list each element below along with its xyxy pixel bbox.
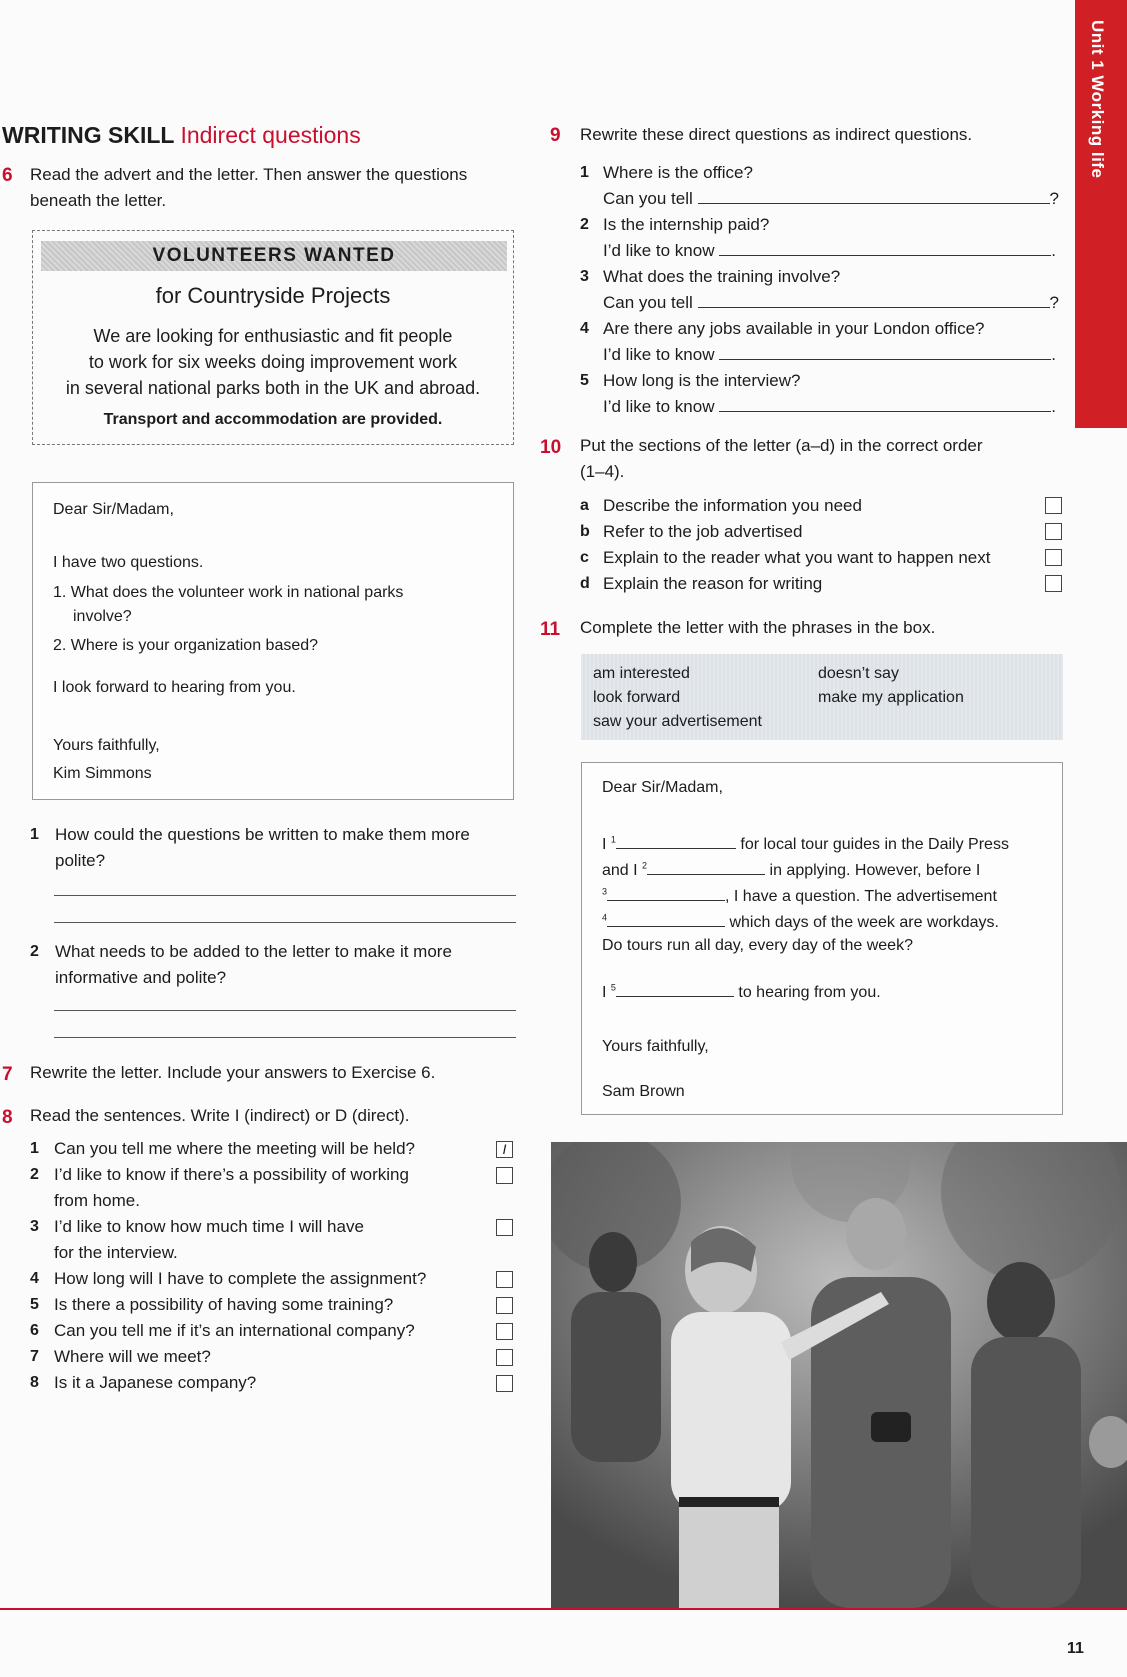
letter-line	[602, 911, 999, 932]
gap-blank[interactable]	[607, 885, 725, 901]
ex9-item	[580, 215, 1065, 260]
letter-text: , I have a question. The advertisement	[725, 888, 997, 905]
phrase-item: make my application	[818, 689, 964, 706]
item-line: from home.	[54, 1191, 140, 1210]
direct-question: Are there any jobs available in your London office?	[603, 319, 985, 338]
ex9-item	[580, 319, 1065, 364]
ex7-instruction: Rewrite the letter. Include your answers to Exercise 6.	[30, 1063, 436, 1082]
ex8-item	[30, 1269, 427, 1288]
phrase-column-right	[818, 662, 964, 710]
answer-blank[interactable]	[719, 240, 1051, 256]
item-number: 5	[30, 1296, 39, 1313]
item-text: Refer to the job advertised	[603, 522, 803, 541]
ex10-number: 10	[540, 437, 562, 458]
advert-body-line: in several national parks both in the UK and abroad.	[65, 378, 481, 398]
ex9-number: 9	[550, 125, 561, 146]
ex8-item	[30, 1165, 409, 1210]
answer-checkbox[interactable]	[496, 1297, 513, 1314]
ex8-item	[30, 1217, 364, 1262]
phrase-item: saw your advertisement	[593, 713, 762, 730]
direct-question: What does the training involve?	[603, 267, 841, 286]
phrase-column-left	[593, 662, 762, 734]
item-text: Where will we meet?	[54, 1347, 211, 1366]
ex8-number: 8	[2, 1107, 13, 1128]
section-heading	[2, 122, 361, 149]
ex9-item	[580, 267, 1065, 312]
order-checkbox[interactable]	[1045, 549, 1062, 566]
item-text: Explain the reason for writing	[603, 574, 823, 593]
gap-number: 2	[642, 860, 648, 871]
ex8-item	[30, 1321, 415, 1340]
unit-tab-label: Unit 1 Working life	[1088, 20, 1107, 179]
letter-text: in applying. However, before I	[769, 862, 981, 879]
item-text: Explain to the reader what you want to happen next	[603, 548, 991, 567]
rewrite-end: .	[1051, 241, 1056, 260]
letter-box-sam	[581, 762, 1063, 1115]
answer-checkbox[interactable]	[496, 1219, 513, 1236]
phrase-item: doesn’t say	[818, 665, 899, 682]
item-line: I’d like to know if there’s a possibility of working	[54, 1165, 409, 1184]
letter-line	[602, 833, 1009, 854]
phrase-item: look forward	[593, 689, 681, 706]
rewrite-end: ?	[1049, 189, 1059, 208]
unit-side-tab	[1075, 0, 1127, 428]
answer-checkbox[interactable]	[496, 1349, 513, 1366]
footer-rule	[0, 1608, 1127, 1610]
item-text	[54, 1214, 474, 1266]
rewrite-prompt: I’d like to know	[603, 241, 715, 260]
gap-number: 5	[610, 982, 616, 993]
letter-intro: I have two questions.	[53, 554, 204, 571]
letter-greeting: Dear Sir/Madam,	[602, 779, 723, 796]
item-text: Is there a possibility of having some training?	[54, 1295, 394, 1314]
answer-checkbox[interactable]	[496, 1271, 513, 1288]
question-text	[55, 822, 525, 874]
question-number: 2	[30, 943, 39, 960]
letter-line	[602, 859, 980, 880]
ex8-instruction: Read the sentences. Write I (indirect) or D (direct).	[30, 1106, 410, 1125]
writing-skill-topic: Indirect questions	[180, 122, 361, 148]
letter-question-1	[53, 581, 403, 629]
gap-number: 4	[602, 912, 608, 923]
ex10-item	[580, 574, 823, 593]
ex6-number: 6	[2, 165, 13, 186]
ex10-item	[580, 522, 803, 541]
order-checkbox[interactable]	[1045, 523, 1062, 540]
direct-question: How long is the interview?	[603, 371, 801, 390]
rewrite-line	[603, 290, 1065, 316]
item-text: Is it a Japanese company?	[54, 1373, 257, 1392]
answer-line[interactable]	[54, 895, 516, 896]
item-number: 4	[30, 1270, 39, 1287]
gap-blank[interactable]	[616, 833, 736, 849]
rewrite-end: ?	[1049, 293, 1059, 312]
letter-text: to hearing from you.	[738, 984, 881, 1001]
ex6-question-2	[30, 942, 520, 987]
ex8-item	[30, 1373, 257, 1392]
direct-question: Where is the office?	[603, 163, 753, 182]
question-line: polite?	[55, 851, 106, 870]
answer-blank[interactable]	[719, 344, 1051, 360]
question-line: How could the questions be written to make them more	[55, 825, 470, 844]
advert-body-line: We are looking for enthusiastic and fit people	[93, 326, 453, 346]
gap-number: 1	[610, 834, 616, 845]
letter-text: and I	[602, 862, 638, 879]
answer-checkbox[interactable]	[496, 1167, 513, 1184]
rewrite-end: .	[1051, 345, 1056, 364]
letter-text: for local tour guides in the Daily Press	[740, 836, 1009, 853]
ex9-item	[580, 371, 1065, 416]
item-number: 7	[30, 1348, 39, 1365]
writing-skill-label: WRITING SKILL	[2, 122, 175, 148]
letter-line	[602, 885, 997, 906]
rewrite-line	[603, 186, 1065, 212]
ex6-question-1	[30, 825, 520, 870]
item-number: 8	[30, 1374, 39, 1391]
advert-footer: Transport and accommodation are provided.	[103, 411, 443, 428]
letter-signoff: Yours faithfully,	[53, 737, 160, 754]
phrase-box	[581, 654, 1063, 740]
ex6-instruction: Read the advert and the letter. Then answer the questions beneath the letter.	[30, 165, 468, 210]
answer-blank[interactable]	[719, 396, 1051, 412]
letter-text: I	[602, 984, 607, 1001]
item-text	[54, 1162, 474, 1214]
gap-blank[interactable]	[607, 911, 725, 927]
ex8-item	[30, 1347, 211, 1366]
gap-blank[interactable]	[647, 859, 765, 875]
instruction-line: Put the sections of the letter (a–d) in the correct order	[580, 436, 983, 455]
letter-signoff: Yours faithfully,	[602, 1038, 709, 1055]
item-number: 6	[30, 1322, 39, 1339]
answer-checkbox[interactable]	[496, 1375, 513, 1392]
question-line: What needs to be added to the letter to make it more	[55, 942, 452, 961]
advert-body-line: to work for six weeks doing improvement work	[88, 352, 458, 372]
answer-line[interactable]	[54, 1010, 516, 1011]
letter-greeting: Dear Sir/Madam,	[53, 501, 174, 518]
letter-line: Do tours run all day, every day of the week?	[602, 937, 913, 954]
item-number: 1	[30, 1140, 39, 1157]
direct-question: Is the internship paid?	[603, 215, 770, 234]
gap-number: 3	[602, 886, 608, 897]
answer-blank[interactable]	[698, 188, 1050, 204]
advert-banner: VOLUNTEERS WANTED	[41, 241, 507, 271]
letter-name: Kim Simmons	[53, 765, 152, 782]
letter-question-2: 2. Where is your organization based?	[53, 637, 319, 654]
ex7-number: 7	[2, 1064, 13, 1085]
ex8-item	[30, 1295, 394, 1314]
item-number: 3	[580, 268, 589, 285]
ex10-item	[580, 548, 991, 567]
ex10-item	[580, 496, 862, 515]
answer-checkbox[interactable]: I	[496, 1141, 513, 1158]
photo-illustration	[551, 1142, 1127, 1608]
letter-question-line: involve?	[73, 608, 132, 625]
item-number: 3	[30, 1218, 39, 1235]
order-checkbox[interactable]	[1045, 497, 1062, 514]
ex11-number: 11	[540, 619, 561, 640]
advert-body	[33, 323, 513, 401]
order-checkbox[interactable]	[1045, 575, 1062, 592]
answer-checkbox[interactable]	[496, 1323, 513, 1340]
ex10-instruction	[580, 433, 1050, 485]
item-number: 2	[580, 216, 589, 233]
question-line: informative and polite?	[55, 968, 227, 987]
item-text: Describe the information you need	[603, 496, 862, 515]
letter-line	[602, 981, 881, 1002]
rewrite-line	[603, 394, 1065, 420]
letter-text: which days of the week are workdays.	[729, 914, 999, 931]
letter-name: Sam Brown	[602, 1083, 685, 1100]
item-line: I’d like to know how much time I will have	[54, 1217, 364, 1236]
letter-text: I	[602, 836, 607, 853]
rewrite-prompt: Can you tell	[603, 293, 693, 312]
item-number: 2	[30, 1166, 39, 1183]
rewrite-prompt: I’d like to know	[603, 397, 715, 416]
question-number: 1	[30, 826, 39, 843]
letter-question-line: 1. What does the volunteer work in national parks	[53, 584, 404, 601]
item-letter: a	[580, 497, 589, 514]
item-letter: d	[580, 575, 590, 592]
tour-group-photo	[551, 1142, 1127, 1608]
rewrite-prompt: Can you tell	[603, 189, 693, 208]
item-text: Can you tell me where the meeting will be held?	[54, 1139, 415, 1158]
phrase-item: am interested	[593, 665, 690, 682]
answer-line[interactable]	[54, 922, 516, 923]
rewrite-prompt: I’d like to know	[603, 345, 715, 364]
item-letter: c	[580, 549, 589, 566]
ex11-instruction: Complete the letter with the phrases in the box.	[580, 618, 936, 637]
advert-subtitle: for Countryside Projects	[155, 283, 391, 308]
question-text	[55, 939, 525, 991]
item-number: 4	[580, 320, 589, 337]
answer-blank[interactable]	[698, 292, 1050, 308]
ex8-item	[30, 1139, 415, 1158]
gap-blank[interactable]	[616, 981, 734, 997]
advert-box	[32, 230, 514, 445]
page-number: 11	[1067, 1640, 1084, 1657]
instruction-line: (1–4).	[580, 462, 625, 481]
item-number: 5	[580, 372, 589, 389]
letter-box-kim	[32, 482, 514, 800]
item-line: for the interview.	[54, 1243, 178, 1262]
item-text: How long will I have to complete the assignment?	[54, 1269, 427, 1288]
letter-closing: I look forward to hearing from you.	[53, 679, 296, 696]
item-text: Can you tell me if it’s an international company?	[54, 1321, 415, 1340]
rewrite-line	[603, 238, 1065, 264]
ex9-item	[580, 163, 1065, 208]
rewrite-line	[603, 342, 1065, 368]
answer-line[interactable]	[54, 1037, 516, 1038]
rewrite-end: .	[1051, 397, 1056, 416]
ex9-instruction: Rewrite these direct questions as indirect questions.	[580, 125, 973, 144]
item-number: 1	[580, 164, 589, 181]
item-letter: b	[580, 523, 590, 540]
